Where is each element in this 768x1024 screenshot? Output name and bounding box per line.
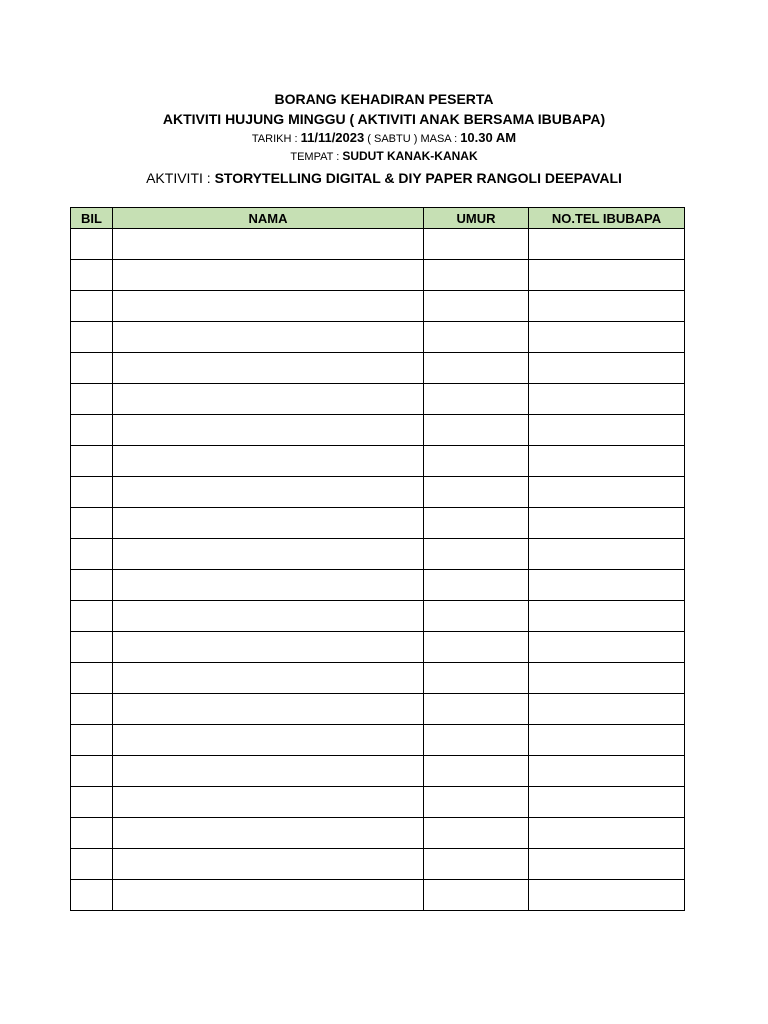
day-time-label: ( SABTU ) MASA : (364, 133, 461, 145)
time-value: 10.30 AM (460, 130, 517, 145)
cell-no-tel-ibubapa[interactable] (529, 477, 685, 508)
cell-umur[interactable] (424, 880, 529, 911)
activity-line (0, 167, 768, 189)
cell-no-tel-ibubapa[interactable] (529, 384, 685, 415)
cell-nama[interactable] (113, 291, 424, 322)
date-value: 11/11/2023 (300, 130, 365, 145)
cell-umur[interactable] (424, 787, 529, 818)
cell-bil[interactable] (71, 849, 113, 880)
table-header-row (71, 208, 685, 229)
cell-bil[interactable] (71, 880, 113, 911)
cell-no-tel-ibubapa[interactable] (529, 787, 685, 818)
cell-umur[interactable] (424, 384, 529, 415)
cell-nama[interactable] (113, 756, 424, 787)
cell-bil[interactable] (71, 415, 113, 446)
cell-umur[interactable] (424, 291, 529, 322)
cell-bil[interactable] (71, 818, 113, 849)
cell-nama[interactable] (113, 539, 424, 570)
cell-nama[interactable] (113, 353, 424, 384)
form-subtitle: AKTIVITI HUJUNG MINGGU ( AKTIVITI ANAK BERSAMA IBUBAPA) (162, 111, 606, 127)
cell-bil[interactable] (71, 756, 113, 787)
cell-bil[interactable] (71, 601, 113, 632)
table-row (71, 663, 685, 694)
cell-bil[interactable] (71, 322, 113, 353)
cell-no-tel-ibubapa[interactable] (529, 632, 685, 663)
cell-nama[interactable] (113, 415, 424, 446)
header-bil: BIL (71, 208, 113, 229)
cell-bil[interactable] (71, 384, 113, 415)
cell-umur[interactable] (424, 322, 529, 353)
cell-umur[interactable] (424, 229, 529, 260)
table-row (71, 880, 685, 911)
cell-umur[interactable] (424, 570, 529, 601)
cell-no-tel-ibubapa[interactable] (529, 756, 685, 787)
table-row (71, 508, 685, 539)
cell-bil[interactable] (71, 694, 113, 725)
cell-umur[interactable] (424, 508, 529, 539)
cell-bil[interactable] (71, 539, 113, 570)
cell-umur[interactable] (424, 849, 529, 880)
header-no-tel-ibubapa: NO.TEL IBUBAPA (529, 208, 685, 229)
table-row (71, 477, 685, 508)
cell-no-tel-ibubapa[interactable] (529, 539, 685, 570)
cell-no-tel-ibubapa[interactable] (529, 446, 685, 477)
cell-nama[interactable] (113, 570, 424, 601)
cell-bil[interactable] (71, 446, 113, 477)
date-time-line (0, 129, 768, 147)
cell-bil[interactable] (71, 229, 113, 260)
cell-nama[interactable] (113, 508, 424, 539)
cell-bil[interactable] (71, 260, 113, 291)
cell-nama[interactable] (113, 694, 424, 725)
cell-umur[interactable] (424, 539, 529, 570)
cell-no-tel-ibubapa[interactable] (529, 415, 685, 446)
table-row (71, 787, 685, 818)
cell-umur[interactable] (424, 725, 529, 756)
cell-umur[interactable] (424, 694, 529, 725)
cell-bil[interactable] (71, 632, 113, 663)
cell-no-tel-ibubapa[interactable] (529, 880, 685, 911)
cell-nama[interactable] (113, 322, 424, 353)
cell-umur[interactable] (424, 446, 529, 477)
cell-bil[interactable] (71, 570, 113, 601)
cell-nama[interactable] (113, 849, 424, 880)
cell-no-tel-ibubapa[interactable] (529, 260, 685, 291)
table-row (71, 725, 685, 756)
cell-nama[interactable] (113, 229, 424, 260)
form-title: BORANG KEHADIRAN PESERTA (274, 91, 494, 107)
activity-label: AKTIVITI : (146, 170, 215, 186)
table-row (71, 229, 685, 260)
table-row (71, 632, 685, 663)
cell-bil[interactable] (71, 787, 113, 818)
cell-umur[interactable] (424, 818, 529, 849)
form-header (0, 89, 768, 189)
table-row (71, 818, 685, 849)
table-row (71, 353, 685, 384)
table-row (71, 601, 685, 632)
cell-no-tel-ibubapa[interactable] (529, 508, 685, 539)
activity-value: STORYTELLING DIGITAL & DIY PAPER RANGOLI DEEPAVALI (214, 170, 622, 186)
table-row (71, 570, 685, 601)
cell-no-tel-ibubapa[interactable] (529, 229, 685, 260)
cell-nama[interactable] (113, 725, 424, 756)
cell-nama[interactable] (113, 787, 424, 818)
cell-nama[interactable] (113, 477, 424, 508)
venue-value: SUDUT KANAK-KANAK (342, 149, 478, 163)
cell-no-tel-ibubapa[interactable] (529, 322, 685, 353)
cell-umur[interactable] (424, 260, 529, 291)
cell-no-tel-ibubapa[interactable] (529, 694, 685, 725)
cell-no-tel-ibubapa[interactable] (529, 601, 685, 632)
table-row (71, 384, 685, 415)
table-row (71, 322, 685, 353)
cell-nama[interactable] (113, 601, 424, 632)
cell-umur[interactable] (424, 477, 529, 508)
cell-nama[interactable] (113, 632, 424, 663)
date-label: TARIKH : (251, 133, 301, 145)
cell-umur[interactable] (424, 663, 529, 694)
cell-umur[interactable] (424, 632, 529, 663)
cell-nama[interactable] (113, 663, 424, 694)
cell-bil[interactable] (71, 663, 113, 694)
header-nama: NAMA (113, 208, 424, 229)
cell-nama[interactable] (113, 818, 424, 849)
table-row (71, 260, 685, 291)
attendance-table (70, 207, 685, 911)
cell-bil[interactable] (71, 353, 113, 384)
cell-bil[interactable] (71, 291, 113, 322)
venue-label: TEMPAT : (290, 151, 343, 163)
cell-no-tel-ibubapa[interactable] (529, 849, 685, 880)
table-body (71, 229, 685, 911)
cell-umur[interactable] (424, 415, 529, 446)
cell-no-tel-ibubapa[interactable] (529, 570, 685, 601)
table-row (71, 849, 685, 880)
table-row (71, 694, 685, 725)
cell-no-tel-ibubapa[interactable] (529, 818, 685, 849)
cell-umur[interactable] (424, 756, 529, 787)
table-row (71, 291, 685, 322)
venue-line (0, 147, 768, 165)
cell-no-tel-ibubapa[interactable] (529, 353, 685, 384)
cell-no-tel-ibubapa[interactable] (529, 663, 685, 694)
cell-nama[interactable] (113, 260, 424, 291)
cell-no-tel-ibubapa[interactable] (529, 291, 685, 322)
cell-nama[interactable] (113, 446, 424, 477)
cell-no-tel-ibubapa[interactable] (529, 725, 685, 756)
table-row (71, 446, 685, 477)
cell-bil[interactable] (71, 477, 113, 508)
cell-bil[interactable] (71, 508, 113, 539)
cell-umur[interactable] (424, 601, 529, 632)
table-row (71, 539, 685, 570)
cell-bil[interactable] (71, 725, 113, 756)
header-umur: UMUR (424, 208, 529, 229)
cell-nama[interactable] (113, 880, 424, 911)
table-row (71, 415, 685, 446)
cell-umur[interactable] (424, 353, 529, 384)
table-row (71, 756, 685, 787)
cell-nama[interactable] (113, 384, 424, 415)
